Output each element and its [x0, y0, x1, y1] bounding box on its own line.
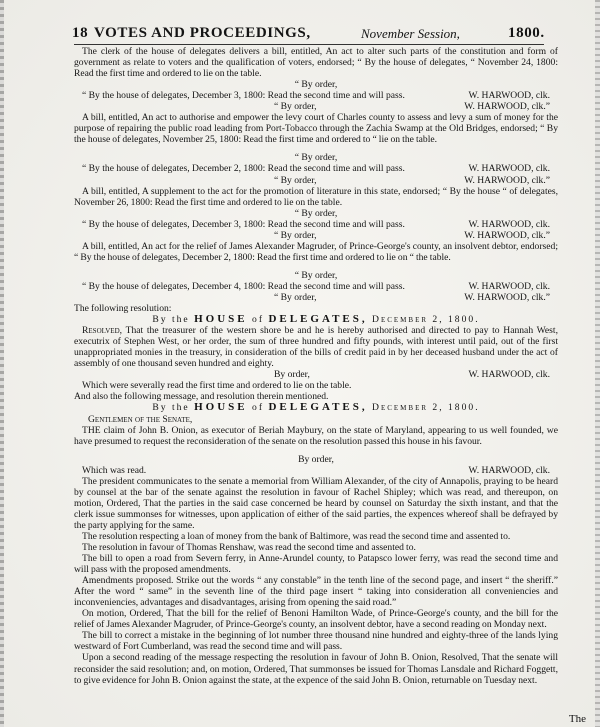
- paragraph-onion-claim: THE claim of John B. Onion, as executor of Beriah Maybury, on the state of Maryland, appearing to us well founded, we have presumed to request the reconsideration of the senate on the resolution passed this house in his favour.: [74, 424, 558, 447]
- spacer: [74, 263, 558, 270]
- clerk-signature: W. HARWOOD, clk.: [468, 280, 550, 292]
- resolution-heading: [74, 402, 558, 413]
- page-header: [72, 25, 545, 43]
- paragraph-fort-cumberland: The bill to correct a mistake in the beginning of lot number three thousand nine hundred and eighty-three of the lands lying westward of Fort Cumberland, was read the second time and will pass.: [74, 630, 558, 653]
- by-order-line: By order,: [298, 453, 334, 465]
- resolution-by: By the: [152, 314, 190, 326]
- second-reading-text: “ By the house of delegates, December 2, 1800: Read the second time and will pass.: [82, 163, 405, 175]
- by-order-line: “ By order,: [274, 229, 317, 241]
- session-label: November Session,: [361, 26, 460, 41]
- paragraph-severally-read: Which were severally read the first time and ordered to lie on the table.: [82, 380, 352, 392]
- by-order-line: “ By order,: [294, 152, 338, 164]
- by-order-line: “ By order,: [294, 79, 338, 91]
- page-body: [74, 46, 558, 686]
- catchword: The: [568, 713, 586, 725]
- by-order-line: “ By order,: [274, 291, 317, 303]
- by-order-signature-line: [74, 101, 558, 112]
- resolved-word: Resolved,: [82, 325, 123, 337]
- by-order-line: By order,: [274, 369, 310, 381]
- following-resolution: The following resolution:: [74, 303, 172, 315]
- paragraph-charles-county-bill: A bill, entitled, An act to authorise and empower the levy court of Charles county to assess and levy a sum of money for the purpose of repairing the public road leading from Port-Tobacco through the Zachia Swamp at the Old Bridges, endorsed; “ By the house of delegates, November 25, 1800: Read the first time and ordered to “ lie on the table.: [74, 112, 558, 146]
- by-order-line: “ By order,: [274, 101, 317, 113]
- second-reading-line: [74, 90, 558, 101]
- gentlemen-salutation: Gentlemen of the Senate,: [88, 413, 193, 425]
- clerk-signature: W. HARWOOD, clk.: [468, 163, 550, 175]
- second-reading-text: “ By the house of delegates, December 3, 1800: Read the second time and will pass.: [82, 90, 405, 102]
- paragraph-alexander-memorial: The president communicates to the senate a memorial from William Alexander, of the city of Annapolis, praying to be heard by counsel at the bar of the senate against the resolution in favour of Rachel Shipley; which was read, and thereupon, on motion, Ordered, That the parties in the said case concerned be heard by counsel on Saturday the sixth instant, and that the clerk issue summonses for witnesses, upon application of either of the said parties, the expences whereof shall be defrayed by the party applying for the same.: [74, 475, 558, 531]
- second-reading-text: “ By the house of delegates, December 4, 1800: Read the second time and will pass.: [82, 280, 405, 292]
- second-reading-line: [74, 219, 558, 230]
- page-number: 18: [72, 25, 89, 41]
- clerk-signature: W. HARWOOD, clk.: [468, 90, 550, 102]
- clerk-signature: W. HARWOOD, clk.: [468, 218, 550, 230]
- resolution-heading: [74, 314, 558, 325]
- clerk-signature: W. HARWOOD, clk.”: [464, 101, 550, 113]
- second-reading-line: [74, 163, 558, 174]
- resolution-delegates: DELEGATES,: [268, 401, 368, 414]
- by-order-line: “ By order,: [274, 174, 317, 186]
- second-reading-text: “ By the house of delegates, December 3, 1800: Read the second time and will pass.: [82, 218, 405, 230]
- resolution-house: HOUSE: [194, 401, 248, 414]
- resolution-house: HOUSE: [194, 313, 248, 326]
- paragraph-amendments: Amendments proposed. Strike out the words “ any constable” in the tenth line of the second page, and insert “ the sheriff.” After the word “ same” in the seventh line of the third page insert “ taking into consideration all conveniencies and inconveniencies, advantages and disadvantages, arising from opening the said road.”: [74, 575, 558, 609]
- paragraph-west-resolution: [74, 325, 558, 369]
- paragraph-wade-motion: On motion, Ordered, That the bill for the relief of Benoni Hamilton Wade, of Prince-George's county, and the bill for the relief of James Alexander Magruder, of Prince-George's county, an insolvent debtor, have a second reading on Monday next.: [74, 608, 558, 631]
- spacer: [74, 145, 558, 152]
- resolution-of: of: [252, 402, 265, 414]
- resolved-text: That the treasurer of the western shore be and he is hereby authorised and directed to pay to Hannah West, executrix of Stephen West, or her order, the sum of three hundred and fifty pounds, with interest until paid, out of the first unappropriated monies in the treasury, in consideration of the bills of credit paid in by her deceased husband under the act of assembly of one thousand seven hundred and eighty.: [74, 325, 558, 370]
- header-rule: [74, 44, 544, 45]
- spacer: [74, 447, 558, 454]
- clerk-signature: W. HARWOOD, clk.: [468, 464, 550, 476]
- which-was-read: Which was read.: [82, 464, 147, 476]
- paragraph-also-message: And also the following message, and resolution therein mentioned.: [74, 391, 329, 403]
- paragraph-onion-reconsider: Upon a second reading of the message respecting the resolution in favour of John B. Onion, Resolved, That the senate will reconsider the said resolution; and, on motion, Ordered, That summonses be issued for Thomas Lansdale and Richard Foggett, to give evidence for John B. Onion against the state, at the expence of the said John B. Onion, returnable on Tuesday next.: [74, 652, 558, 686]
- running-title: VOTES AND PROCEEDINGS,: [94, 25, 311, 41]
- paragraph-magruder-bill: A bill, entitled, An act for the relief of James Alexander Magruder, of Prince-George's county, an insolvent debtor, endorsed; “ By the house of delegates, December 2, 1800: Read the first time and ordered to lie on “ the table.: [74, 240, 558, 263]
- by-order-signature-line: [74, 369, 558, 380]
- by-order-signature-line: [74, 175, 558, 186]
- which-was-read-line: [74, 465, 558, 476]
- by-order-line: “ By order,: [294, 207, 338, 219]
- clerk-signature: W. HARWOOD, clk.”: [464, 229, 550, 241]
- paragraph-constitution-bill: The clerk of the house of delegates delivers a bill, entitled, An act to alter such parts of the constitution and form of government as relate to voters and the qualification of voters, endorsed; “ By the house of delegates, “ November 24, 1800: Read the first time and ordered to lie on the table.: [74, 46, 558, 80]
- by-order-signature-line: [74, 292, 558, 303]
- resolution-of: of: [252, 314, 265, 326]
- paragraph-severn-road: The bill to open a road from Severn ferry, in Anne-Arundel county, to Patapsco lower ferry, was read the second time and will pass with the proposed amendments.: [74, 553, 558, 576]
- paragraph-literature-bill: A bill, entitled, A supplement to the act for the promotion of literature in this state, endorsed; “ By the house “ of delegates, November 26, 1800: Read the first time and ordered to lie on the table.: [74, 185, 558, 208]
- paragraph-renshaw: The resolution in favour of Thomas Renshaw, was read the second time and assented to.: [82, 542, 416, 554]
- clerk-signature: W. HARWOOD, clk.”: [464, 291, 550, 303]
- session-year: 1800.: [508, 25, 545, 41]
- clerk-signature: W. HARWOOD, clk.: [468, 369, 550, 381]
- by-order-signature-line: [74, 230, 558, 241]
- by-order-line: “ By order,: [294, 269, 338, 281]
- resolution-date: December 2, 1800.: [372, 402, 480, 414]
- resolution-delegates: DELEGATES,: [268, 313, 368, 326]
- clerk-signature: W. HARWOOD, clk.”: [464, 174, 550, 186]
- resolution-by: By the: [152, 402, 190, 414]
- second-reading-line: [74, 281, 558, 292]
- paragraph-bank-loan: The resolution respecting a loan of money from the bank of Baltimore, was read the second time and assented to.: [82, 530, 511, 542]
- resolution-date: December 2, 1800.: [372, 314, 480, 326]
